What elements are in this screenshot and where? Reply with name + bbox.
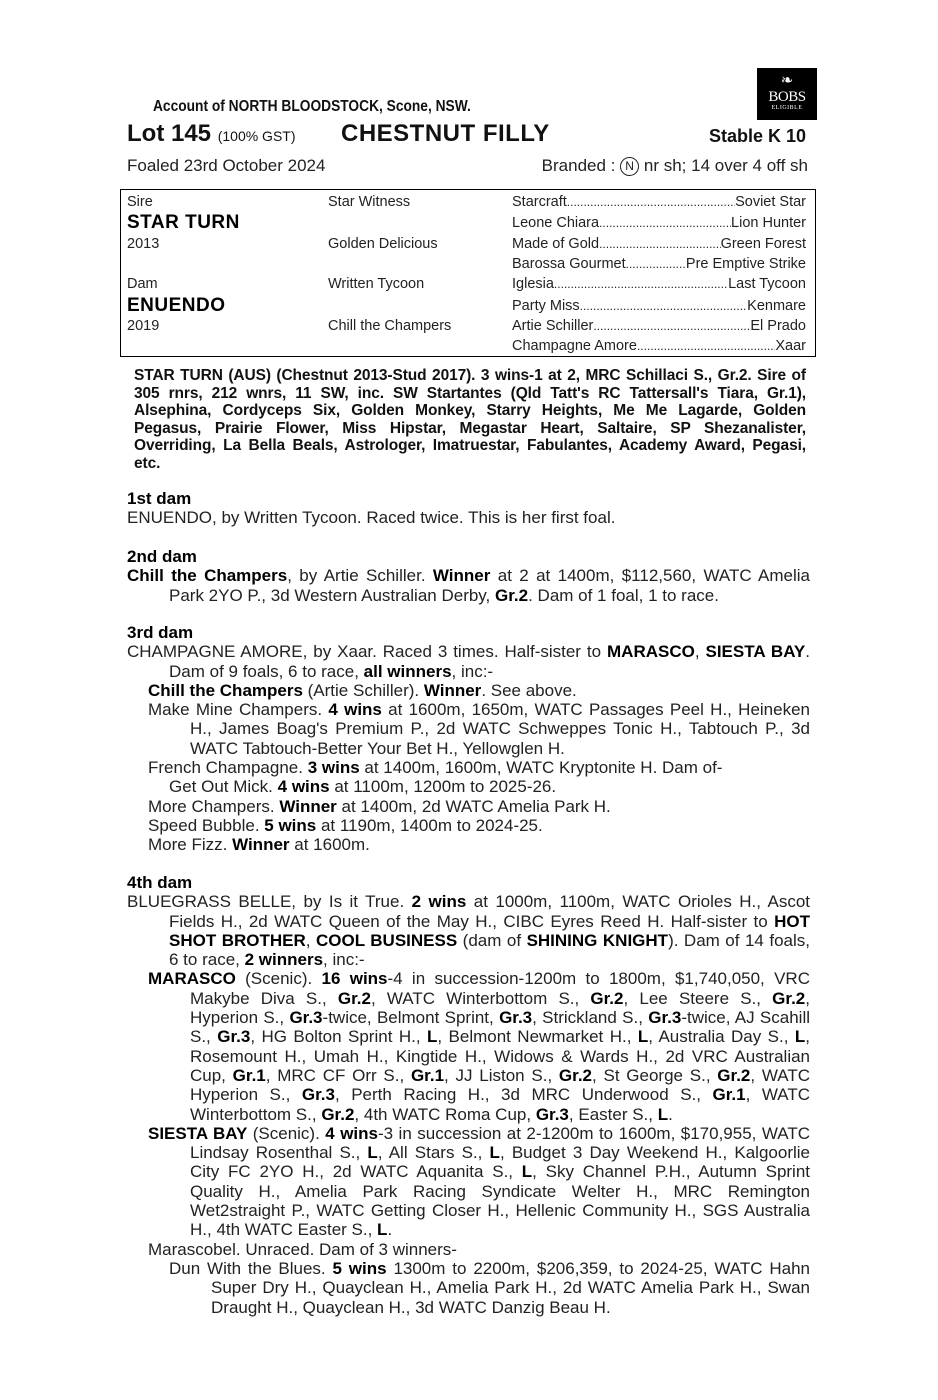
sire-label: Sire <box>127 194 153 210</box>
logo-line1: BOBS <box>768 89 806 105</box>
gen3-row: Party Miss ..... Kenmare <box>512 298 806 314</box>
logo-line2: ELIGIBLE <box>771 105 803 111</box>
granddam-maternal: Chill the Champers <box>328 318 452 334</box>
dam-label: Dam <box>127 276 158 292</box>
progeny-item: Make Mine Champers. 4 wins at 1600m, 1650m, WATC Passages Peel H., Heineken H., James Boag's Premium P., 2d WATC Schweppes Tonic H., Tabtouch P., 3d WATC Tabtouch-Better Your Bet H., Yellowglen H. <box>148 700 810 758</box>
gen3-row: Leone Chiara ..... Lion Hunter <box>512 215 806 231</box>
granddam-paternal: Golden Delicious <box>328 236 438 252</box>
third-dam-intro: CHAMPAGNE AMORE, by Xaar. Raced 3 times. Half-sister to MARASCO, SIESTA BAY. Dam of 9 foals, 6 to race, all winners, inc:- <box>127 642 810 681</box>
pedigree-table <box>120 189 816 357</box>
vendor-account: Account of NORTH BLOODSTOCK, Scone, NSW. <box>153 98 471 115</box>
dam-name: ENUENDO <box>127 295 226 316</box>
stable-number: Stable K 10 <box>708 126 806 146</box>
gen3-row: Starcraft ..... Soviet Star <box>512 194 806 210</box>
progeny-item: More Fizz. Winner at 1600m. <box>148 835 370 855</box>
grandsire-maternal: Written Tycoon <box>328 276 425 292</box>
third-dam-section <box>127 623 810 855</box>
progeny-item-dun-with-the-blues: Dun With the Blues. 5 wins 1300m to 2200m, $206,359, to 2024-25, WATC Hahn Super Dry H., Quayclean H., Amelia Park H., 2d WATC Amelia Park H., Swan Draught H., Quayclean H., 3d WATC Danzig Beau H. <box>169 1258 810 1317</box>
lot-number: Lot 145 (100% GST) <box>127 120 296 147</box>
first-dam-section <box>127 489 810 528</box>
sire-biography: STAR TURN (AUS) (Chestnut 2013-Stud 2017). 3 wins-1 at 2, MRC Schillaci S., Gr.2. Sire of 305 rnrs, 212 wnrs, 11 SW, inc. SW Startantes (Qld Tatt's RC Tattersall's Tiara, Gr.1), Alsephina, Cordyceps Six, Golden Monkey, Starry Heights, Me Me Lagarde, Golden Pegasus, Prairie Flower, Miss Hipstar, Megastar Heart, Saltaire, SP Shezanalister, Overriding, La Bella Beals, Astrologer, Imatruestar, Fabulantes, Academy Award, Pegasi, etc. <box>134 367 806 472</box>
progeny-item: Get Out Mick. 4 wins at 1100m, 1200m to 2025-26. <box>169 777 557 797</box>
section-heading: 3rd dam <box>127 623 194 642</box>
branded-info: Branded : N nr sh; 14 over 4 off sh <box>541 156 808 175</box>
progeny-item-marasco: MARASCO (Scenic). 16 wins-4 in succession-1200m to 1800m, $1,740,050, VRC Makybe Diva S., Gr.2, WATC Winterbottom S., Gr.2, Lee Steere S., Gr.2, Hyperion S., Gr.3-twice, Belmont Sprint, Gr.3, Strickland S., Gr.3-twice, AJ Scahill S., Gr.3, HG Bolton Sprint H., L, Belmont Newmarket H., L, Australia Day S., L, Rosemount H., Umah H., Kingtide H., Widows & Wards H., 2d VRC Australian Cup, Gr.1, MRC CF Orr S., Gr.1, JJ Liston S., Gr.2, St George S., Gr.2, WATC Hyperion S., Gr.3, Perth Racing H., 3d MRC Underwood S., Gr.1, WATC Winterbottom S., Gr.2, 4th WATC Roma Cup, Gr.3, Easter S., L. <box>148 969 811 1124</box>
progeny-item: More Champers. Winner at 1400m, 2d WATC Amelia Park H. <box>148 796 611 816</box>
foaled-date: Foaled 23rd October 2024 <box>127 156 326 175</box>
section-heading: 1st dam <box>127 489 192 508</box>
first-dam-text: ENUENDO, by Written Tycoon. Raced twice. This is her first foal. <box>127 508 616 528</box>
gen3-row: Barossa Gourmet ..... Pre Emptive Strike <box>512 256 806 272</box>
sire-name: STAR TURN <box>127 212 240 233</box>
lot-header <box>127 120 810 150</box>
progeny-item: French Champagne. 3 wins at 1400m, 1600m, WATC Kryptonite H. Dam of- <box>148 758 723 778</box>
progeny-item: Chill the Champers (Artie Schiller). Winner. See above. <box>148 680 577 700</box>
grandsire-paternal: Star Witness <box>328 194 411 210</box>
dam-year: 2019 <box>127 318 160 334</box>
second-dam-section <box>127 547 810 605</box>
horse-description: CHESTNUT FILLY <box>341 120 550 147</box>
second-dam-text: Chill the Champers, by Artie Schiller. Winner at 2 at 1400m, $112,560, WATC Amelia Park 2YO P., 3d Western Australian Derby, Gr.2. Dam of 1 foal, 1 to race. <box>127 566 810 605</box>
progeny-item-siesta-bay: SIESTA BAY (Scenic). 4 wins-3 in succession at 2-1200m to 1600m, $170,955, WATC Lindsay Rosenthal S., L, All Stars S., L, Budget 3 Day Weekend H., Kalgoorlie City FC 2YO H., 2d WATC Aquanita S., L, Sky Channel P.H., Autumn Sprint Quality H., Amelia Park Racing Syndicate Welter H., MRC Remington Wet2straight P., WATC Getting Closer H., Hellenic Community H., SGS Australia H., 4th WATC Easter S., L. <box>148 1123 811 1240</box>
gen3-row: Iglesia ..... Last Tycoon <box>512 276 806 292</box>
fourth-dam-section <box>127 873 810 1317</box>
section-heading: 2nd dam <box>127 547 197 566</box>
gen3-row: Champagne Amore ..... Xaar <box>512 338 806 354</box>
sire-year: 2013 <box>127 236 160 252</box>
progeny-item: Speed Bubble. 5 wins at 1190m, 1400m to 2024-25. <box>148 815 543 835</box>
bobs-eligible-logo <box>757 68 817 120</box>
section-heading: 4th dam <box>127 873 193 892</box>
progeny-item-marascobel: Marascobel. Unraced. Dam of 3 winners- <box>148 1239 457 1259</box>
gen3-row: Artie Schiller ..... El Prado <box>512 318 806 334</box>
horse-icon: ❧ <box>780 72 794 89</box>
gen3-row: Made of Gold ..... Green Forest <box>512 236 806 252</box>
brand-mark-icon: N <box>620 157 639 176</box>
fourth-dam-intro: BLUEGRASS BELLE, by Is it True. 2 wins at 1000m, 1100m, WATC Orioles H., Ascot Fields H., 2d WATC Queen of the May H., CIBC Eyres Reed H. Half-sister to HOT SHOT BROTHER, COOL BUSINESS (dam of SHINING KNIGHT). Dam of 14 foals, 6 to race, 2 winners, inc:- <box>127 892 811 970</box>
gst-note: (100% GST) <box>217 128 296 144</box>
